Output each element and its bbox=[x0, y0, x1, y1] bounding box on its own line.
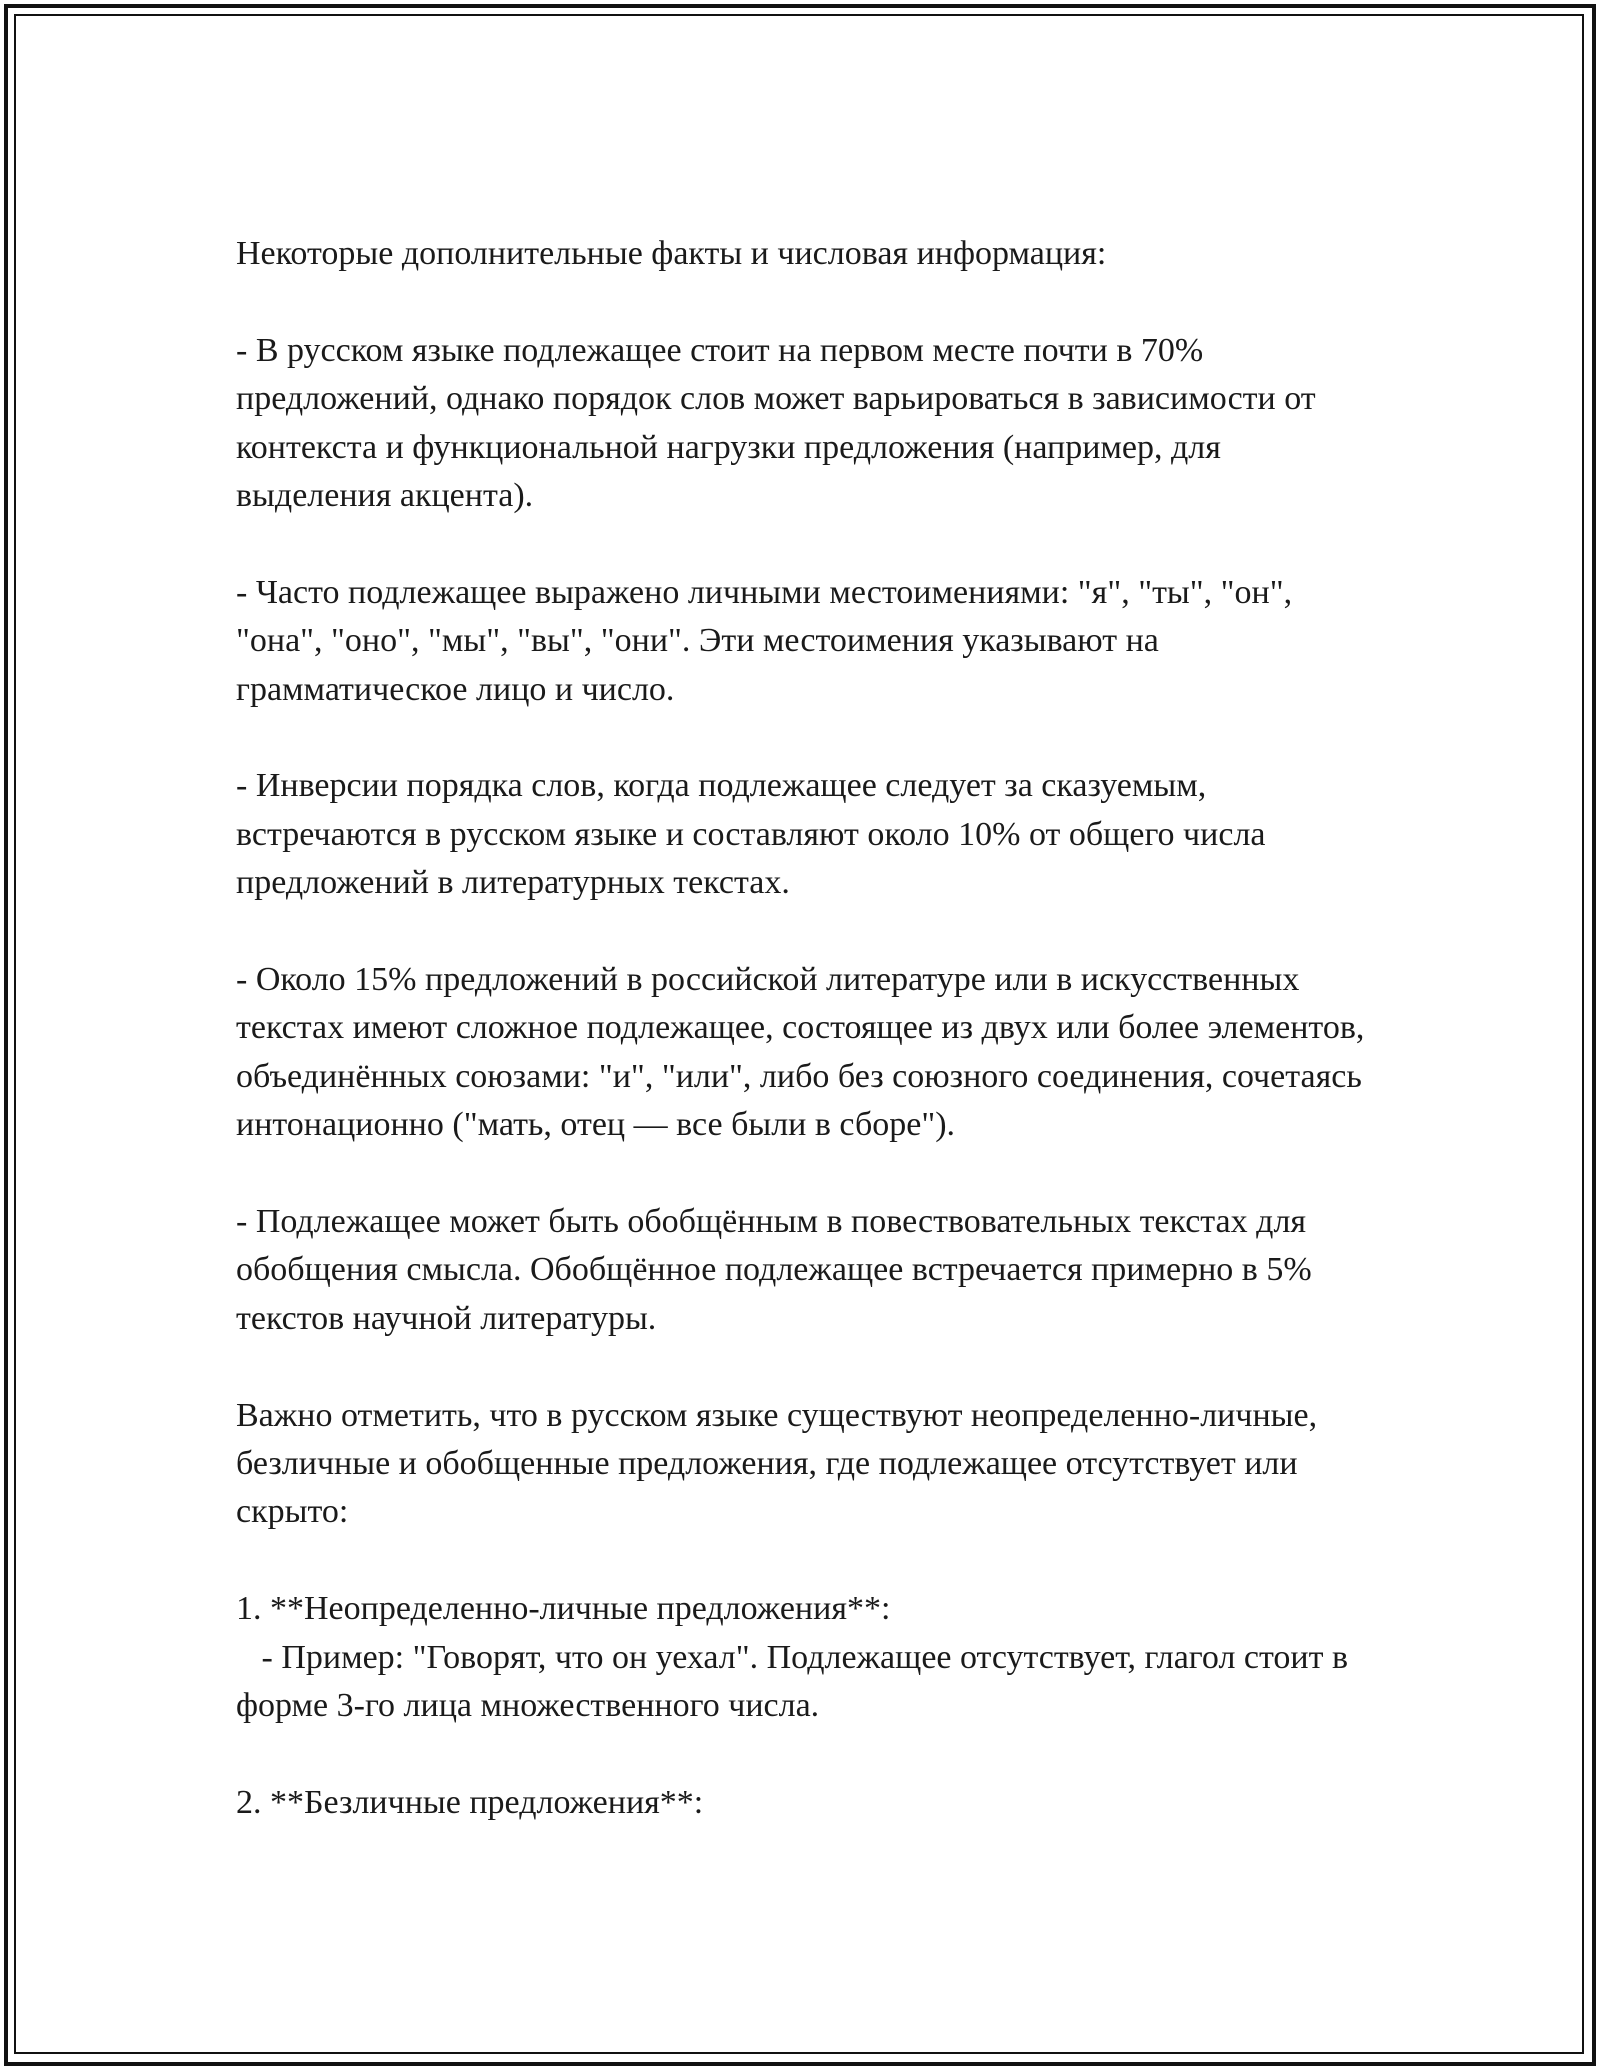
intro-heading: Некоторые дополнительные факты и числовая информация: bbox=[236, 235, 1107, 272]
fact-subject-first-position: - В русском языке подлежащее стоит на первом месте почти в 70% предложений, однако порядок слов может варьироваться в зависимости от контекста и функциональной нагрузки предложения (например, для выделения акцента). bbox=[236, 331, 1325, 515]
list-item-indefinite-personal: 1. **Неопределенно-личные предложения**: - Пример: "Говорят, что он уехал". Подлежащее отсутствует, глагол стоит в форме 3-го лица множественного числа. bbox=[236, 1590, 1349, 1725]
fact-personal-pronouns: - Часто подлежащее выражено личными местоимениями: "я", "ты", "он", "она", "оно", "мы", "вы", "они". Эти местоимения указывают на грамматическое лицо и число. bbox=[236, 573, 1301, 708]
fact-word-order-inversion: - Инверсии порядка слов, когда подлежащее следует за сказуемым, встречаются в русском языке и составляют около 10% от общего числа предложений в литературных текстах. bbox=[236, 767, 1274, 902]
document-body bbox=[236, 230, 1376, 1827]
fact-compound-subject: - Около 15% предложений в российской литературе или в искусственных текстах имеют сложное подлежащее, состоящее из двух или более элементов, объединённых союзами: "и", "или", либо без союзного соединения, сочетаясь интонационно ("мать, отец — все были в сборе"). bbox=[236, 961, 1373, 1144]
note-subjectless-sentences: Важно отметить, что в русском языке существуют неопределенно-личные, безличные и обобщенные предложения, где подлежащее отсутствует или скрыто: bbox=[236, 1396, 1326, 1531]
fact-generalized-subject: - Подлежащее может быть обобщённым в повествовательных текстах для обобщения смысла. Обобщённое подлежащее встречается примерно в 5% текстов научной литературы. bbox=[236, 1203, 1321, 1337]
list-item-impersonal: 2. **Безличные предложения**: bbox=[236, 1783, 704, 1821]
